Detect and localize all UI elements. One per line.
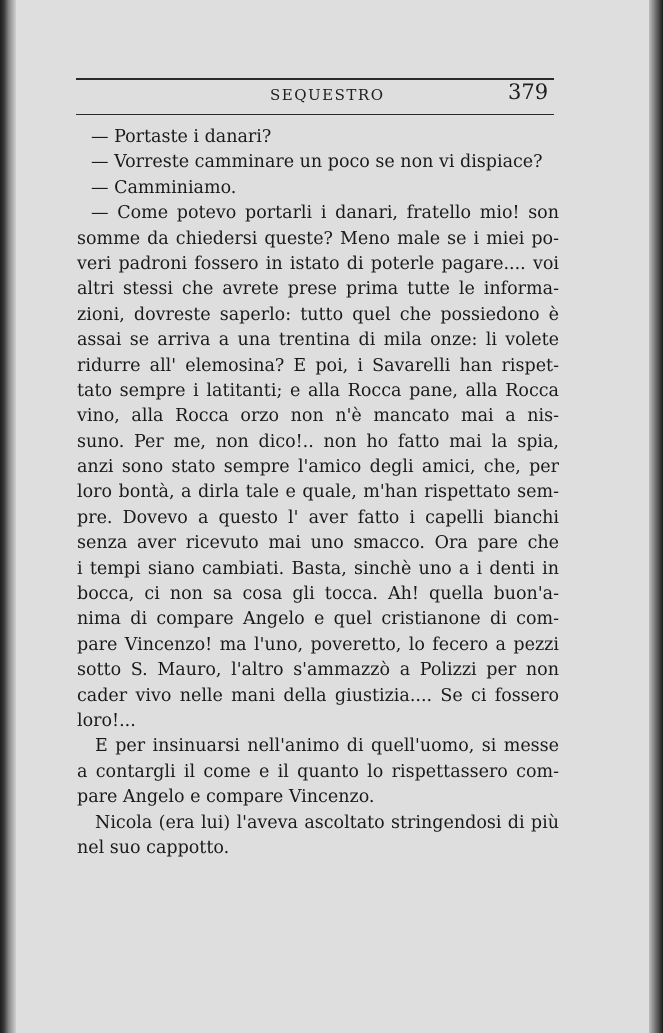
text-line: assai se arriva a una trentina di mila onze: li volete xyxy=(77,330,559,351)
text-line: pare Vincenzo! ma l'uno, poveretto, lo fecero a pezzi xyxy=(77,634,559,655)
text-line: tato sempre i latitanti; e alla Rocca pane, alla Rocca xyxy=(77,380,559,401)
running-head: SEQUESTRO xyxy=(270,86,385,104)
page-right-shadow xyxy=(649,0,663,1033)
header-rule-bottom xyxy=(76,114,554,115)
text-line: suno. Per me, non dico!.. non ho fatto mai la spia, xyxy=(77,431,559,452)
text-line: i tempi siano cambiati. Basta, sinchè uno a i denti in xyxy=(77,558,559,579)
text-line: ridurre all' elemosina? E poi, i Savarelli han rispet- xyxy=(77,355,559,376)
text-line: veri padroni fossero in istato di poterle pagare.... voi xyxy=(77,253,559,274)
text-line: bocca, ci non sa cosa gli tocca. Ah! quella buon'a- xyxy=(77,584,559,605)
text-line: loro!... xyxy=(77,710,136,731)
text-line: senza aver ricevuto mai uno smacco. Ora pare che xyxy=(77,533,559,554)
text-line: somme da chiedersi queste? Meno male se i miei po- xyxy=(77,228,559,249)
text-line: cader vivo nelle mani della giustizia.... Se ci fossero xyxy=(77,685,559,706)
text-line: — Portaste i danari? xyxy=(91,127,272,147)
page-left-shadow xyxy=(0,0,16,1033)
text-line: vino, alla Rocca orzo non n'è mancato mai a nis- xyxy=(77,406,559,427)
text-line: — Camminiamo. xyxy=(91,177,237,198)
text-line: pare Angelo e compare Vincenzo. xyxy=(77,787,375,808)
text-line: altri stessi che avrete prese prima tutte le informa- xyxy=(77,279,559,300)
text-line: — Vorreste camminare un poco se non vi dispiace? xyxy=(91,152,543,173)
text-line: zioni, dovreste saperlo: tutto quel che possiedono è xyxy=(77,304,559,325)
text-line: loro bontà, a dirla tale e quale, m'han rispettato sem- xyxy=(77,482,559,503)
body-text xyxy=(77,125,559,861)
page-number: 379 xyxy=(508,80,549,104)
text-line: sotto S. Mauro, l'altro s'ammazzò a Polizzi per non xyxy=(77,660,559,681)
text-line: nima di compare Angelo e quel cristianone di com- xyxy=(77,609,559,630)
text-line: pre. Dovevo a questo l' aver fatto i capelli bianchi xyxy=(77,507,559,528)
text-line: E per insinuarsi nell'animo di quell'uomo, si messe xyxy=(95,736,559,757)
text-line: a contargli il come e il quanto lo rispettassero com- xyxy=(77,761,559,782)
text-line: Nicola (era lui) l'aveva ascoltato stringendosi di più xyxy=(95,812,559,833)
text-line: nel suo cappotto. xyxy=(77,837,230,858)
header-rule-top xyxy=(76,78,554,80)
text-line: anzi sono stato sempre l'amico degli amici, che, per xyxy=(77,457,559,478)
text-line: — Come potevo portarli i danari, fratello mio! son xyxy=(91,203,559,224)
